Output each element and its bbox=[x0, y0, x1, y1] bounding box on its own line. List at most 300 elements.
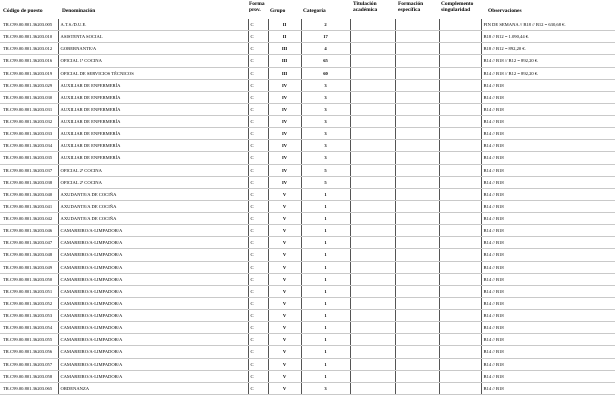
cell-denominacion: OFICIAL DE SERVICIOS TÉCNICOS bbox=[58, 67, 248, 79]
cell-denominacion: AUXILIAR DE ENFERMERÍA bbox=[58, 103, 248, 115]
cell-titulacion bbox=[350, 67, 395, 79]
cell-grupo: III bbox=[268, 55, 301, 67]
cell-formacion bbox=[395, 273, 439, 285]
cell-denominacion: AXUDANTE/A DE COCIÑA bbox=[58, 188, 248, 200]
cell-titulacion bbox=[350, 188, 395, 200]
cell-grupo: IV bbox=[268, 103, 301, 115]
cell-forma-prov: C bbox=[248, 79, 268, 91]
cell-codigo: TR.C99.00.801.36203.005 bbox=[0, 19, 58, 31]
cell-observaciones: B14 // B18 bbox=[481, 164, 615, 176]
cell-denominacion: GOBERNANTE/A bbox=[58, 43, 248, 55]
cell-categoria: 1 bbox=[301, 237, 350, 249]
cell-codigo: TR.C99.00.801.36203.056 bbox=[0, 346, 58, 358]
cell-titulacion bbox=[350, 164, 395, 176]
cell-forma-prov: C bbox=[248, 237, 268, 249]
cell-formacion bbox=[395, 249, 439, 261]
cell-codigo: TR.C99.00.801.36203.037 bbox=[0, 164, 58, 176]
cell-codigo: TR.C99.00.801.36203.048 bbox=[0, 249, 58, 261]
cell-titulacion bbox=[350, 176, 395, 188]
cell-complemento bbox=[439, 55, 481, 67]
cell-denominacion: A.T.S./D.U.E. bbox=[58, 19, 248, 31]
header-formacion: Formación específica bbox=[398, 1, 424, 13]
cell-grupo: V bbox=[268, 322, 301, 334]
cell-categoria: 3 bbox=[301, 103, 350, 115]
cell-grupo: III bbox=[268, 43, 301, 55]
cell-forma-prov: C bbox=[248, 346, 268, 358]
cell-grupo: II bbox=[268, 31, 301, 43]
cell-titulacion bbox=[350, 285, 395, 297]
cell-titulacion bbox=[350, 310, 395, 322]
cell-grupo: III bbox=[268, 67, 301, 79]
table-row bbox=[0, 188, 615, 200]
cell-complemento bbox=[439, 79, 481, 91]
cell-codigo: TR.C99.00.801.36203.033 bbox=[0, 128, 58, 140]
cell-complemento bbox=[439, 346, 481, 358]
cell-titulacion bbox=[350, 19, 395, 31]
cell-denominacion: CAMAREIRO/A-LIMPADOR/A bbox=[58, 261, 248, 273]
cell-formacion bbox=[395, 213, 439, 225]
cell-codigo: TR.C99.00.801.36203.035 bbox=[0, 152, 58, 164]
table-row bbox=[0, 128, 615, 140]
cell-categoria: 3 bbox=[301, 128, 350, 140]
table-row bbox=[0, 55, 615, 67]
cell-forma-prov: C bbox=[248, 116, 268, 128]
cell-formacion bbox=[395, 200, 439, 212]
cell-complemento bbox=[439, 273, 481, 285]
cell-observaciones: B14 // B18 bbox=[481, 285, 615, 297]
cell-titulacion bbox=[350, 249, 395, 261]
cell-denominacion: CAMAREIRO/A-LIMPADOR/A bbox=[58, 297, 248, 309]
table-row bbox=[0, 310, 615, 322]
cell-denominacion: OFICIAL 2ª COCINA bbox=[58, 164, 248, 176]
cell-observaciones: B14 // B18 bbox=[481, 382, 615, 394]
cell-forma-prov: C bbox=[248, 297, 268, 309]
table-row bbox=[0, 91, 615, 103]
cell-observaciones: B14 // B18 bbox=[481, 200, 615, 212]
cell-titulacion bbox=[350, 31, 395, 43]
cell-grupo: IV bbox=[268, 91, 301, 103]
cell-categoria: 1 bbox=[301, 225, 350, 237]
cell-complemento bbox=[439, 261, 481, 273]
cell-denominacion: CAMAREIRO/A-LIMPADOR/A bbox=[58, 237, 248, 249]
cell-denominacion: OFICIAL 2ª COCINA bbox=[58, 176, 248, 188]
cell-formacion bbox=[395, 358, 439, 370]
cell-grupo: V bbox=[268, 370, 301, 382]
cell-forma-prov: C bbox=[248, 285, 268, 297]
table-row bbox=[0, 43, 615, 55]
header-forma-prov: Forma prov. bbox=[249, 1, 265, 13]
table-row bbox=[0, 382, 615, 394]
cell-titulacion bbox=[350, 358, 395, 370]
cell-observaciones: B14 // B18 bbox=[481, 128, 615, 140]
cell-grupo: V bbox=[268, 200, 301, 212]
cell-grupo: IV bbox=[268, 128, 301, 140]
cell-observaciones: B18 // B12 = 892,20 €. bbox=[481, 43, 615, 55]
cell-formacion bbox=[395, 116, 439, 128]
cell-categoria: 1 bbox=[301, 261, 350, 273]
cell-denominacion: CAMAREIRO/A-LIMPADOR/A bbox=[58, 370, 248, 382]
cell-observaciones: B14 // B18 bbox=[481, 249, 615, 261]
cell-complemento bbox=[439, 140, 481, 152]
cell-categoria: 1 bbox=[301, 213, 350, 225]
cell-observaciones: B14 // B18 bbox=[481, 225, 615, 237]
cell-denominacion: AUXILIAR DE ENFERMERÍA bbox=[58, 116, 248, 128]
cell-complemento bbox=[439, 297, 481, 309]
cell-titulacion bbox=[350, 261, 395, 273]
table-row bbox=[0, 176, 615, 188]
cell-complemento bbox=[439, 31, 481, 43]
cell-grupo: IV bbox=[268, 176, 301, 188]
table-row bbox=[0, 31, 615, 43]
cell-complemento bbox=[439, 285, 481, 297]
cell-complemento bbox=[439, 103, 481, 115]
cell-forma-prov: C bbox=[248, 225, 268, 237]
cell-grupo: V bbox=[268, 249, 301, 261]
table-row bbox=[0, 261, 615, 273]
cell-complemento bbox=[439, 200, 481, 212]
cell-forma-prov: C bbox=[248, 358, 268, 370]
cell-codigo: TR.C99.00.801.36203.040 bbox=[0, 188, 58, 200]
cell-formacion bbox=[395, 346, 439, 358]
cell-forma-prov: C bbox=[248, 310, 268, 322]
cell-codigo: TR.C99.00.801.36203.041 bbox=[0, 200, 58, 212]
cell-grupo: IV bbox=[268, 79, 301, 91]
cell-grupo: IV bbox=[268, 116, 301, 128]
cell-formacion bbox=[395, 225, 439, 237]
cell-complemento bbox=[439, 19, 481, 31]
header-categoria: Categoría bbox=[303, 8, 326, 14]
cell-codigo: TR.C99.00.801.36203.065 bbox=[0, 382, 58, 394]
cell-denominacion: CAMAREIRO/A-LIMPADOR/A bbox=[58, 285, 248, 297]
cell-categoria: 3 bbox=[301, 140, 350, 152]
cell-denominacion: ORDENANZA bbox=[58, 382, 248, 394]
cell-denominacion: CAMAREIRO/A-LIMPADOR/A bbox=[58, 310, 248, 322]
cell-denominacion: AUXILIAR DE ENFERMERÍA bbox=[58, 128, 248, 140]
cell-complemento bbox=[439, 225, 481, 237]
cell-forma-prov: C bbox=[248, 103, 268, 115]
cell-formacion bbox=[395, 176, 439, 188]
cell-codigo: TR.C99.00.801.36203.016 bbox=[0, 55, 58, 67]
cell-denominacion: AUXILIAR DE ENFERMERÍA bbox=[58, 91, 248, 103]
cell-observaciones: B14 // B18 bbox=[481, 346, 615, 358]
cell-grupo: V bbox=[268, 346, 301, 358]
cell-complemento bbox=[439, 213, 481, 225]
cell-categoria: 17 bbox=[301, 31, 350, 43]
cell-codigo: TR.C99.00.801.36203.058 bbox=[0, 370, 58, 382]
cell-observaciones: B14 // B18 bbox=[481, 237, 615, 249]
cell-complemento bbox=[439, 188, 481, 200]
cell-categoria: 4 bbox=[301, 43, 350, 55]
table-row bbox=[0, 200, 615, 212]
cell-complemento bbox=[439, 164, 481, 176]
cell-titulacion bbox=[350, 200, 395, 212]
cell-formacion bbox=[395, 67, 439, 79]
cell-categoria: 5 bbox=[301, 164, 350, 176]
cell-observaciones: B14 // B18 bbox=[481, 116, 615, 128]
cell-observaciones: B14 // B18 bbox=[481, 310, 615, 322]
cell-forma-prov: C bbox=[248, 140, 268, 152]
cell-complemento bbox=[439, 116, 481, 128]
table-header bbox=[0, 0, 615, 19]
cell-codigo: TR.C99.00.801.36203.053 bbox=[0, 310, 58, 322]
cell-formacion bbox=[395, 382, 439, 394]
table-row bbox=[0, 19, 615, 31]
table-row bbox=[0, 67, 615, 79]
cell-categoria: 3 bbox=[301, 382, 350, 394]
cell-codigo: TR.C99.00.801.36203.034 bbox=[0, 140, 58, 152]
cell-forma-prov: C bbox=[248, 273, 268, 285]
cell-formacion bbox=[395, 164, 439, 176]
cell-complemento bbox=[439, 237, 481, 249]
cell-formacion bbox=[395, 31, 439, 43]
cell-observaciones: B14 // B18 bbox=[481, 152, 615, 164]
cell-denominacion: CAMAREIRO/A-LIMPADOR/A bbox=[58, 322, 248, 334]
cell-observaciones: B14 // B18 bbox=[481, 273, 615, 285]
table-row bbox=[0, 249, 615, 261]
cell-codigo: TR.C99.00.801.36203.054 bbox=[0, 322, 58, 334]
cell-complemento bbox=[439, 249, 481, 261]
header-titulacion: Titulación académica bbox=[353, 1, 378, 13]
cell-denominacion: OFICIAL 1ª COCINA bbox=[58, 55, 248, 67]
cell-complemento bbox=[439, 43, 481, 55]
cell-observaciones: B18 // B12 = 1.090,44 €. bbox=[481, 31, 615, 43]
cell-grupo: IV bbox=[268, 164, 301, 176]
cell-denominacion: AUXILIAR DE ENFERMERÍA bbox=[58, 140, 248, 152]
cell-titulacion bbox=[350, 43, 395, 55]
cell-formacion bbox=[395, 334, 439, 346]
cell-categoria: 1 bbox=[301, 188, 350, 200]
cell-categoria: 1 bbox=[301, 358, 350, 370]
cell-grupo: IV bbox=[268, 152, 301, 164]
cell-grupo: V bbox=[268, 334, 301, 346]
cell-titulacion bbox=[350, 382, 395, 394]
cell-complemento bbox=[439, 322, 481, 334]
table-row bbox=[0, 140, 615, 152]
cell-complemento bbox=[439, 67, 481, 79]
table-row bbox=[0, 103, 615, 115]
cell-complemento bbox=[439, 370, 481, 382]
cell-forma-prov: C bbox=[248, 152, 268, 164]
cell-complemento bbox=[439, 334, 481, 346]
cell-denominacion: CAMAREIRO/A-LIMPADOR/A bbox=[58, 346, 248, 358]
cell-grupo: V bbox=[268, 237, 301, 249]
cell-formacion bbox=[395, 128, 439, 140]
cell-forma-prov: C bbox=[248, 382, 268, 394]
cell-codigo: TR.C99.00.801.36203.010 bbox=[0, 31, 58, 43]
cell-formacion bbox=[395, 322, 439, 334]
cell-complemento bbox=[439, 128, 481, 140]
cell-observaciones: B14 // B18 bbox=[481, 79, 615, 91]
cell-forma-prov: C bbox=[248, 261, 268, 273]
cell-forma-prov: C bbox=[248, 249, 268, 261]
table-row bbox=[0, 116, 615, 128]
cell-categoria: 1 bbox=[301, 297, 350, 309]
cell-grupo: V bbox=[268, 297, 301, 309]
table-row bbox=[0, 358, 615, 370]
cell-forma-prov: C bbox=[248, 176, 268, 188]
cell-observaciones: FIN DE SEMANA // B18 // B12 = 630,68 €. bbox=[481, 19, 615, 31]
cell-titulacion bbox=[350, 346, 395, 358]
table-row bbox=[0, 213, 615, 225]
cell-complemento bbox=[439, 382, 481, 394]
table-row bbox=[0, 285, 615, 297]
header-codigo: Código de puesto bbox=[3, 8, 43, 14]
cell-titulacion bbox=[350, 55, 395, 67]
cell-categoria: 3 bbox=[301, 79, 350, 91]
cell-observaciones: B14 // B18 // B12 = 892,20 €. bbox=[481, 67, 615, 79]
cell-forma-prov: C bbox=[248, 67, 268, 79]
cell-formacion bbox=[395, 140, 439, 152]
cell-categoria: 3 bbox=[301, 91, 350, 103]
cell-forma-prov: C bbox=[248, 128, 268, 140]
cell-titulacion bbox=[350, 79, 395, 91]
cell-denominacion: CAMAREIRO/A-LIMPADOR/A bbox=[58, 249, 248, 261]
cell-formacion bbox=[395, 91, 439, 103]
cell-titulacion bbox=[350, 322, 395, 334]
cell-categoria: 1 bbox=[301, 322, 350, 334]
cell-denominacion: CAMAREIRO/A-LIMPADOR/A bbox=[58, 273, 248, 285]
cell-titulacion bbox=[350, 334, 395, 346]
cell-observaciones: B14 // B18 bbox=[481, 140, 615, 152]
cell-titulacion bbox=[350, 91, 395, 103]
cell-codigo: TR.C99.00.801.36203.042 bbox=[0, 213, 58, 225]
cell-titulacion bbox=[350, 237, 395, 249]
cell-forma-prov: C bbox=[248, 91, 268, 103]
cell-categoria: 1 bbox=[301, 370, 350, 382]
cell-forma-prov: C bbox=[248, 43, 268, 55]
cell-titulacion bbox=[350, 140, 395, 152]
header-observaciones: Observaciones bbox=[488, 8, 522, 14]
cell-forma-prov: C bbox=[248, 334, 268, 346]
cell-forma-prov: C bbox=[248, 200, 268, 212]
cell-denominacion: CAMAREIRO/A-LIMPADOR/A bbox=[58, 225, 248, 237]
cell-observaciones: B14 // B18 bbox=[481, 213, 615, 225]
cell-titulacion bbox=[350, 370, 395, 382]
cell-observaciones: B14 // B18 bbox=[481, 91, 615, 103]
cell-complemento bbox=[439, 91, 481, 103]
cell-categoria: 1 bbox=[301, 249, 350, 261]
cell-observaciones: B14 // B18 bbox=[481, 261, 615, 273]
cell-denominacion: AXUDANTE/A DE COCIÑA bbox=[58, 213, 248, 225]
cell-forma-prov: C bbox=[248, 31, 268, 43]
cell-codigo: TR.C99.00.801.36203.038 bbox=[0, 176, 58, 188]
cell-forma-prov: C bbox=[248, 19, 268, 31]
table-row bbox=[0, 164, 615, 176]
cell-codigo: TR.C99.00.801.36203.057 bbox=[0, 358, 58, 370]
cell-formacion bbox=[395, 285, 439, 297]
table-row bbox=[0, 152, 615, 164]
cell-formacion bbox=[395, 43, 439, 55]
cell-codigo: TR.C99.00.801.36203.046 bbox=[0, 225, 58, 237]
cell-titulacion bbox=[350, 103, 395, 115]
cell-observaciones: B14 // B18 bbox=[481, 334, 615, 346]
cell-grupo: V bbox=[268, 261, 301, 273]
cell-formacion bbox=[395, 310, 439, 322]
table-row bbox=[0, 370, 615, 382]
cell-formacion bbox=[395, 237, 439, 249]
cell-codigo: TR.C99.00.801.36203.029 bbox=[0, 79, 58, 91]
header-grupo: Grupo bbox=[270, 8, 286, 14]
cell-complemento bbox=[439, 176, 481, 188]
table-row bbox=[0, 322, 615, 334]
cell-forma-prov: C bbox=[248, 164, 268, 176]
cell-titulacion bbox=[350, 225, 395, 237]
cell-observaciones: B14 // B18 bbox=[481, 103, 615, 115]
cell-grupo: V bbox=[268, 285, 301, 297]
cell-denominacion: CAMAREIRO/A-LIMPADOR/A bbox=[58, 358, 248, 370]
cell-categoria: 1 bbox=[301, 273, 350, 285]
cell-formacion bbox=[395, 188, 439, 200]
cell-formacion bbox=[395, 79, 439, 91]
cell-formacion bbox=[395, 370, 439, 382]
table-row bbox=[0, 334, 615, 346]
cell-observaciones: B14 // B18 bbox=[481, 297, 615, 309]
table-row bbox=[0, 237, 615, 249]
cell-complemento bbox=[439, 310, 481, 322]
cell-grupo: V bbox=[268, 225, 301, 237]
cell-grupo: V bbox=[268, 358, 301, 370]
cell-codigo: TR.C99.00.801.36203.031 bbox=[0, 103, 58, 115]
header-denominacion: Denominación bbox=[62, 8, 96, 14]
cell-codigo: TR.C99.00.801.36203.052 bbox=[0, 297, 58, 309]
cell-formacion bbox=[395, 103, 439, 115]
cell-categoria: 1 bbox=[301, 334, 350, 346]
cell-complemento bbox=[439, 358, 481, 370]
cell-forma-prov: C bbox=[248, 322, 268, 334]
cell-formacion bbox=[395, 261, 439, 273]
cell-grupo: V bbox=[268, 188, 301, 200]
cell-observaciones: B14 // B18 bbox=[481, 322, 615, 334]
table-row bbox=[0, 225, 615, 237]
cell-observaciones: B14 // B18 bbox=[481, 370, 615, 382]
cell-observaciones: B14 // B18 bbox=[481, 176, 615, 188]
cell-codigo: TR.C99.00.801.36203.049 bbox=[0, 261, 58, 273]
header-complemento: Complemento singularidad bbox=[441, 1, 474, 13]
cell-observaciones: B14 // B18 // B12 = 892,20 €. bbox=[481, 55, 615, 67]
cell-codigo: TR.C99.00.801.36203.047 bbox=[0, 237, 58, 249]
cell-formacion bbox=[395, 152, 439, 164]
cell-denominacion: AUXILIAR DE ENFERMERÍA bbox=[58, 79, 248, 91]
cell-categoria: 5 bbox=[301, 176, 350, 188]
cell-formacion bbox=[395, 55, 439, 67]
cell-categoria: 1 bbox=[301, 346, 350, 358]
cell-codigo: TR.C99.00.801.36203.030 bbox=[0, 91, 58, 103]
cell-grupo: V bbox=[268, 213, 301, 225]
table-row bbox=[0, 79, 615, 91]
cell-grupo: V bbox=[268, 273, 301, 285]
cell-grupo: V bbox=[268, 310, 301, 322]
table-row bbox=[0, 273, 615, 285]
cell-codigo: TR.C99.00.801.36203.012 bbox=[0, 43, 58, 55]
cell-observaciones: B14 // B18 bbox=[481, 358, 615, 370]
cell-categoria: 1 bbox=[301, 285, 350, 297]
cell-codigo: TR.C99.00.801.36203.032 bbox=[0, 116, 58, 128]
cell-codigo: TR.C99.00.801.36203.055 bbox=[0, 334, 58, 346]
cell-codigo: TR.C99.00.801.36203.019 bbox=[0, 67, 58, 79]
cell-observaciones: B14 // B18 bbox=[481, 188, 615, 200]
positions-table bbox=[0, 19, 615, 395]
cell-titulacion bbox=[350, 152, 395, 164]
cell-denominacion: CAMAREIRO/A-LIMPADOR/A bbox=[58, 334, 248, 346]
cell-codigo: TR.C99.00.801.36203.051 bbox=[0, 285, 58, 297]
cell-codigo: TR.C99.00.801.36203.050 bbox=[0, 273, 58, 285]
cell-grupo: II bbox=[268, 19, 301, 31]
cell-categoria: 65 bbox=[301, 55, 350, 67]
cell-forma-prov: C bbox=[248, 55, 268, 67]
table-row bbox=[0, 297, 615, 309]
cell-complemento bbox=[439, 152, 481, 164]
cell-categoria: 1 bbox=[301, 200, 350, 212]
